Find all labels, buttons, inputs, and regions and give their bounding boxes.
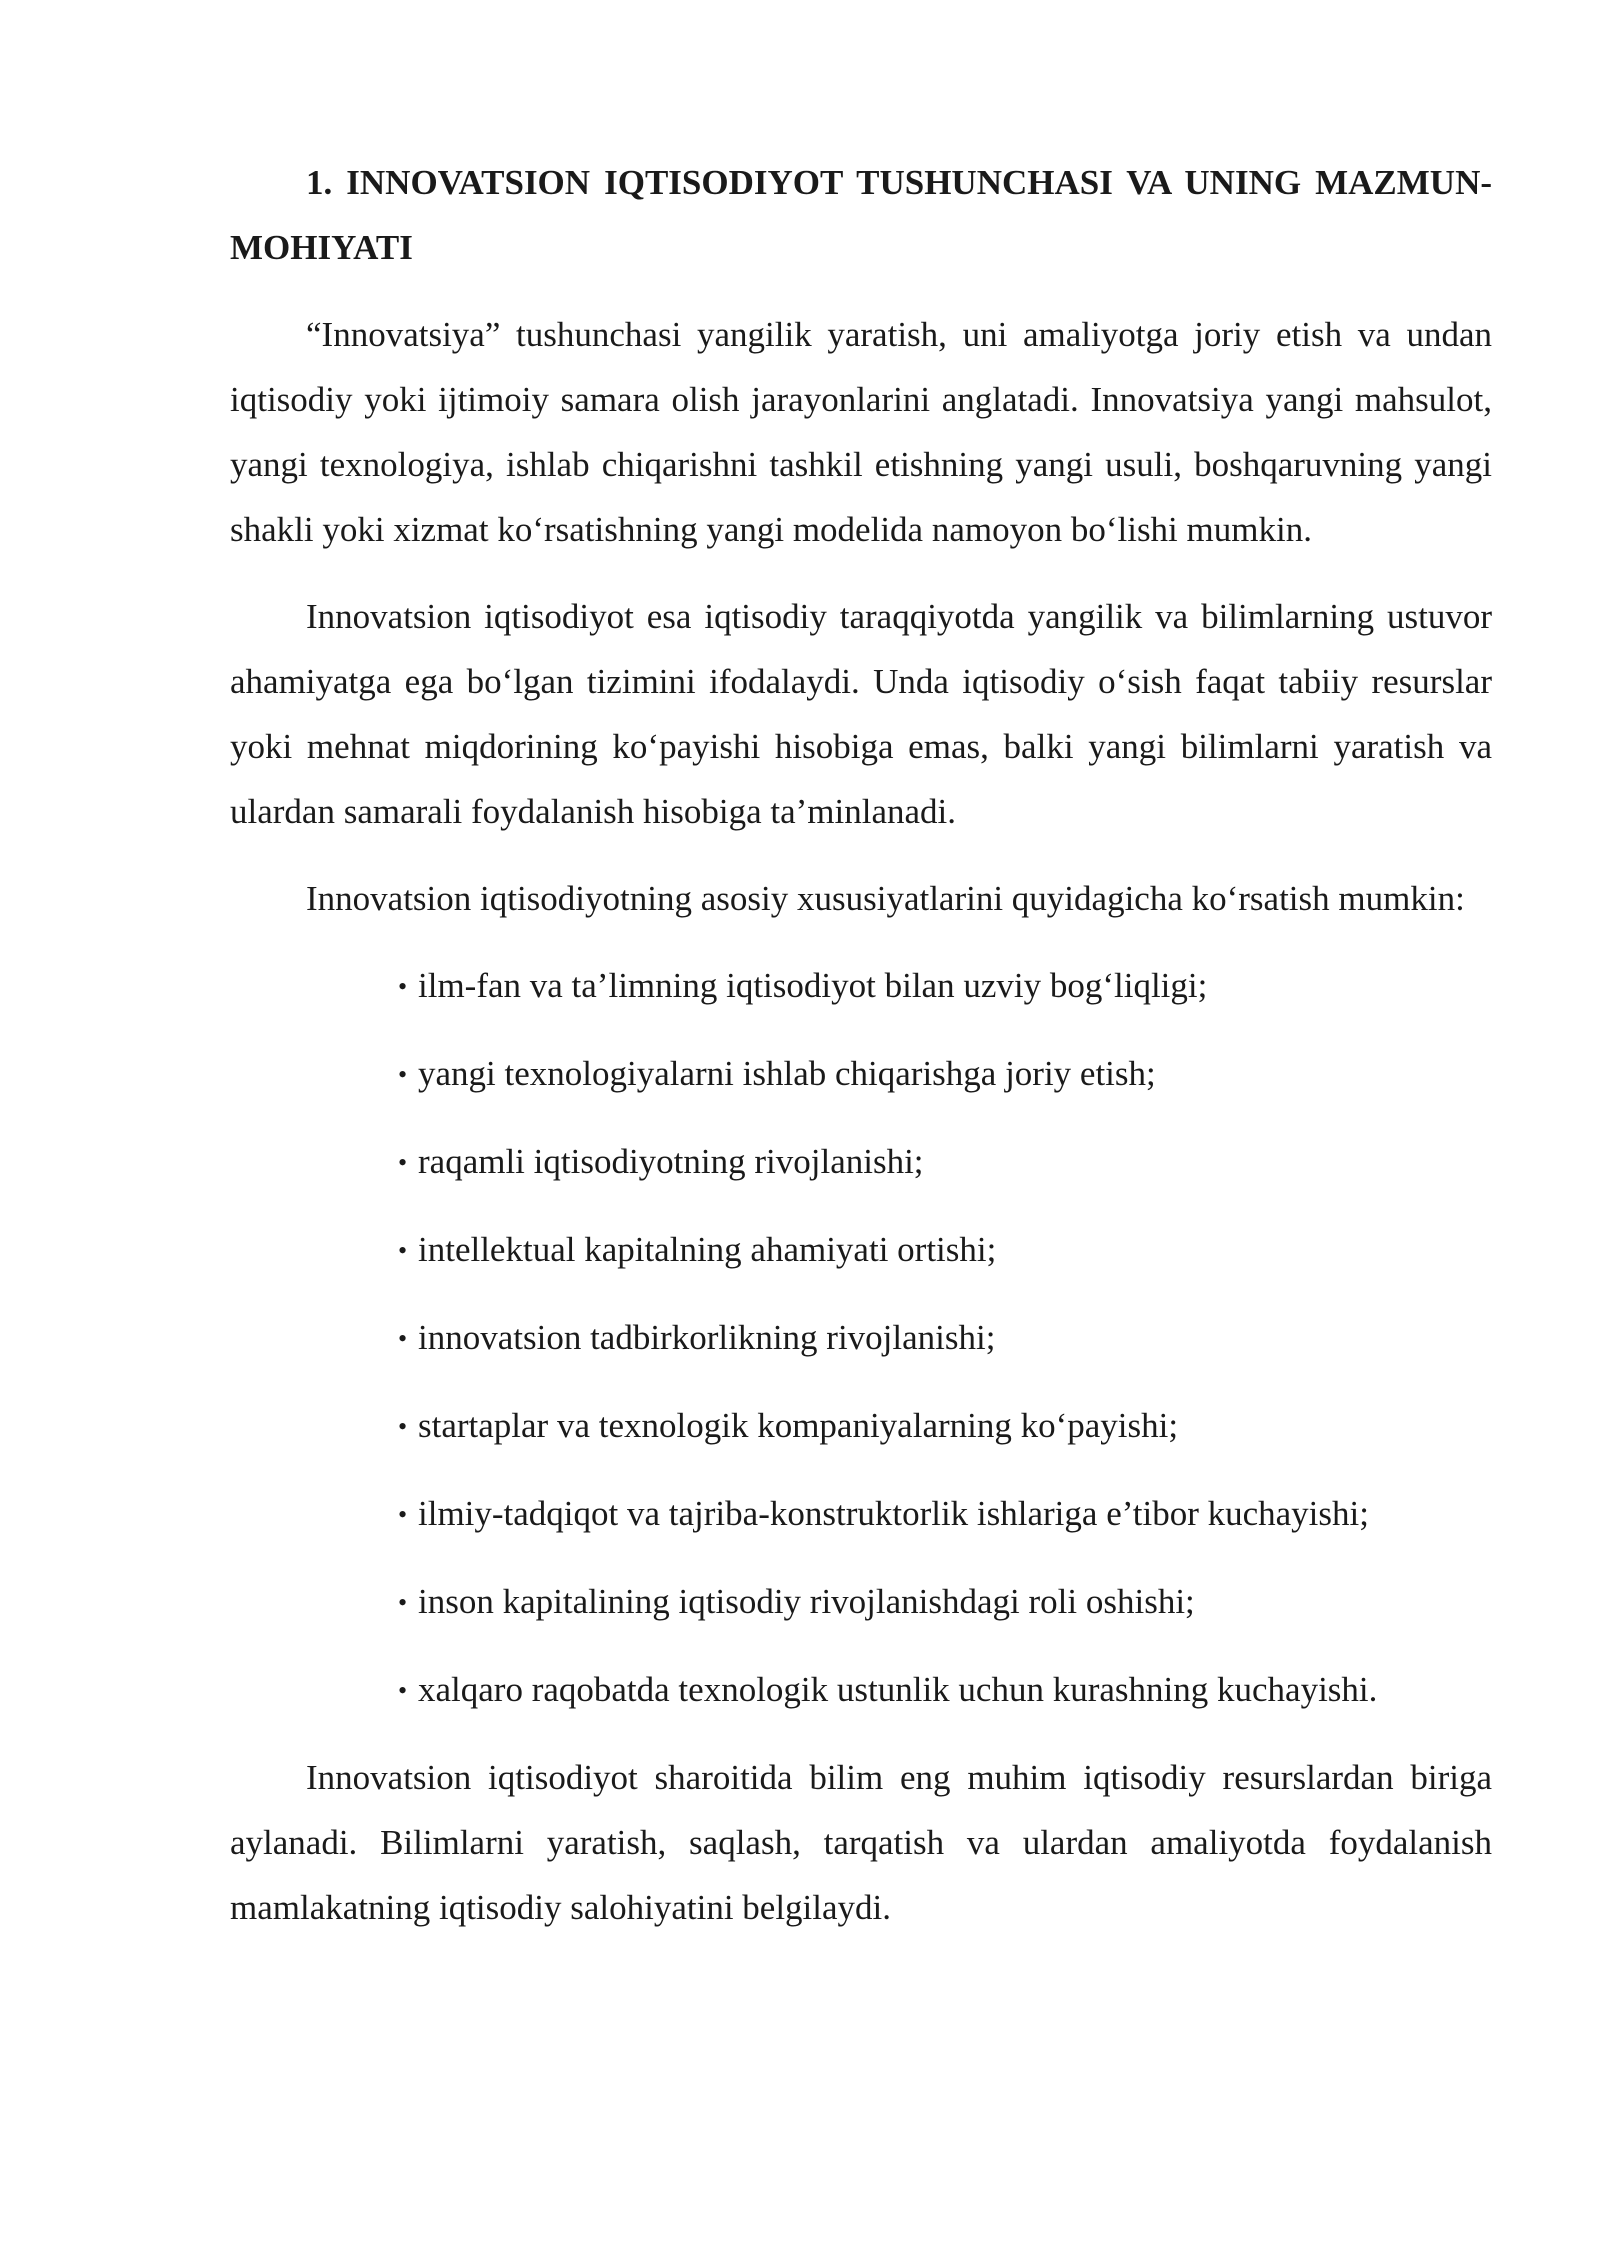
features-list xyxy=(230,953,1492,1723)
list-item xyxy=(398,1481,1492,1547)
paragraph-innovative-economy: Innovatsion iqtisodiyot esa iqtisodiy taraqqiyotda yangilik va bilimlarning ustuvor ahamiyatga ega bo‘lgan tizimini ifodalaydi. Unda iqtisodiy o‘sish faqat tabiiy resurslar yoki mehnat miqdorining ko‘payishi hisobiga emas, balki yangi bilimlarni yaratish va ulardan samarali foydalanish hisobiga ta’minlanadi. xyxy=(230,597,1492,831)
list-item-text: raqamli iqtisodiyotning rivojlanishi; xyxy=(418,1142,924,1181)
bullet-icon: • xyxy=(398,1500,408,1529)
section-heading: 1. INNOVATSION IQTISODIYOT TUSHUNCHASI VA UNING MAZMUN-MOHIYATI xyxy=(230,163,1492,267)
bullet-icon: • xyxy=(398,1148,408,1177)
list-item xyxy=(398,1657,1492,1723)
paragraph-closing: Innovatsion iqtisodiyot sharoitida bilim eng muhim iqtisodiy resurslardan biriga aylanadi. Bilimlarni yaratish, saqlash, tarqatish va ulardan amaliyotda foydalanish mamlakatning iqtisodiy salohiyatini belgilaydi. xyxy=(230,1758,1492,1927)
document-page xyxy=(230,150,1492,1940)
list-item-text: inson kapitalining iqtisodiy rivojlanishdagi roli oshishi; xyxy=(418,1582,1195,1621)
list-item-text: ilm-fan va ta’limning iqtisodiyot bilan uzviy bog‘liqligi; xyxy=(418,966,1208,1005)
list-item-text: intellektual kapitalning ahamiyati ortishi; xyxy=(418,1230,997,1269)
list-item-text: yangi texnologiyalarni ishlab chiqarishga joriy etish; xyxy=(418,1054,1156,1093)
list-item xyxy=(398,1217,1492,1283)
list-item-text: ilmiy-tadqiqot va tajriba-konstruktorlik ishlariga e’tibor kuchayishi; xyxy=(418,1494,1369,1533)
list-item xyxy=(398,953,1492,1019)
list-item xyxy=(398,1041,1492,1107)
bullet-icon: • xyxy=(398,1588,408,1617)
list-item xyxy=(398,1393,1492,1459)
list-item-text: innovatsion tadbirkorlikning rivojlanishi; xyxy=(418,1318,996,1357)
bullet-icon: • xyxy=(398,972,408,1001)
list-item-text: startaplar va texnologik kompaniyalarning ko‘payishi; xyxy=(418,1406,1179,1445)
bullet-icon: • xyxy=(398,1676,408,1705)
paragraph-features-intro: Innovatsion iqtisodiyotning asosiy xususiyatlarini quyidagicha ko‘rsatish mumkin: xyxy=(306,879,1465,918)
bullet-icon: • xyxy=(398,1060,408,1089)
list-item xyxy=(398,1569,1492,1635)
bullet-icon: • xyxy=(398,1412,408,1441)
bullet-icon: • xyxy=(398,1236,408,1265)
list-item xyxy=(398,1305,1492,1371)
paragraph-innovation-definition: “Innovatsiya” tushunchasi yangilik yaratish, uni amaliyotga joriy etish va undan iqtisodiy yoki ijtimoiy samara olish jarayonlarini anglatadi. Innovatsiya yangi mahsulot, yangi texnologiya, ishlab chiqarishni tashkil etishning yangi usuli, boshqaruvning yangi shakli yoki xizmat ko‘rsatishning yangi modelida namoyon bo‘lishi mumkin. xyxy=(230,315,1492,549)
bullet-icon: • xyxy=(398,1324,408,1353)
list-item xyxy=(398,1129,1492,1195)
list-item-text: xalqaro raqobatda texnologik ustunlik uchun kurashning kuchayishi. xyxy=(418,1670,1378,1709)
